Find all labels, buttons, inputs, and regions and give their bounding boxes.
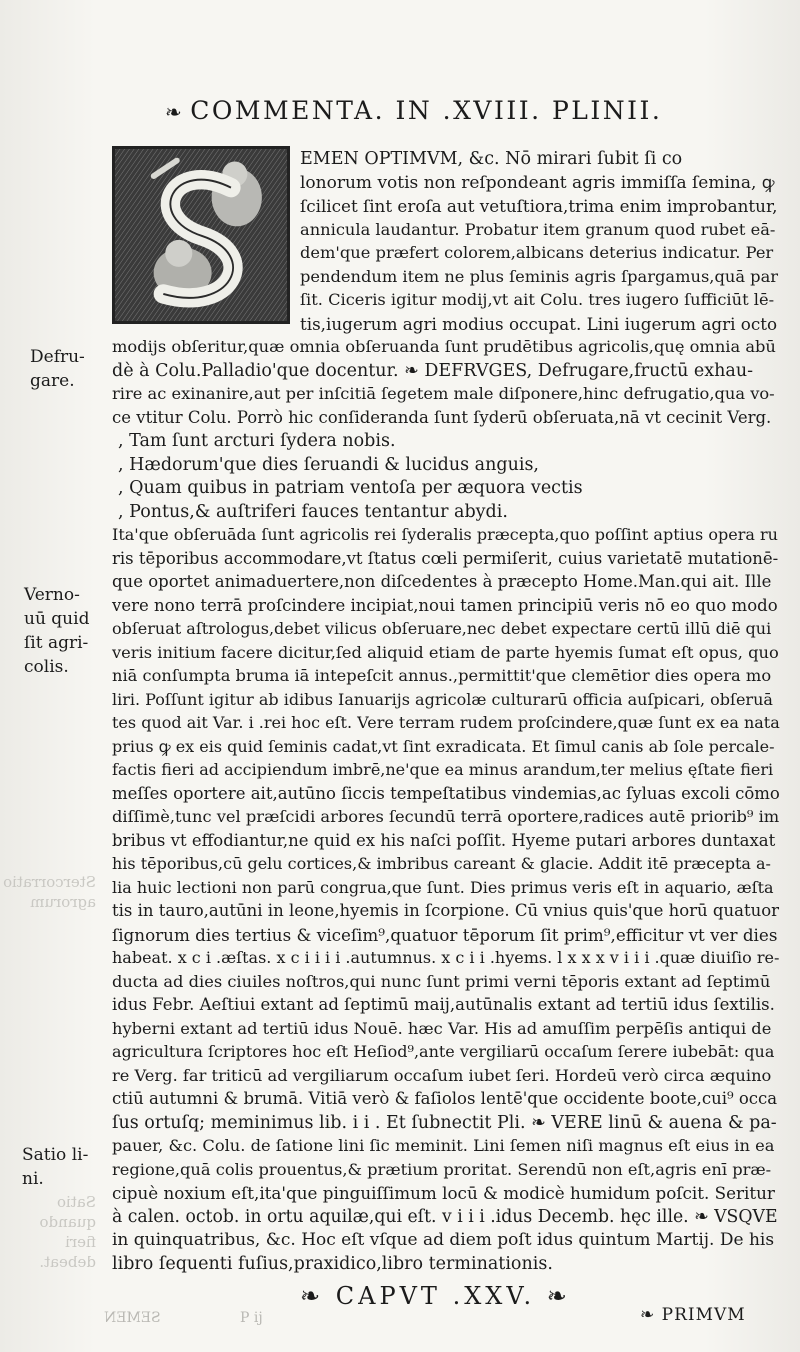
fleuron-catch-icon: ❧: [640, 1305, 656, 1325]
text-line: pauer, &c. Colu. de ſatione lini ſic meminit. Lini ſemen niſi magnus eſt eius in ea: [112, 1136, 775, 1155]
margin-note-satio-lini: Satio li- ni.: [22, 1145, 89, 1189]
text-line: niā conſumpta bruma iā intepeſcit annus.,permittit'que clemētior dies opera mo: [112, 666, 772, 685]
text-line: à calen. octob. in ortu aquilæ,qui eſt. v i i i .idus Decemb. hęc ille. ❧ VSQVE: [112, 1206, 778, 1227]
running-header: [165, 96, 775, 125]
fleuron-icon: ❧: [165, 100, 185, 124]
showthrough-note-b: Satio quando fieri debeat.: [39, 1193, 96, 1271]
text-line: habeat. x c i .æſtas. x c i i i i .autumnus. x c i i .hyems. l x x x v i i i .quæ diuiſio re-: [112, 948, 780, 967]
text-line: veris initium facere dicitur,ſed aliquid etiam de parte hyemis ſumat eſt opus, quo: [112, 642, 779, 662]
chapter-heading: [300, 1282, 571, 1310]
text-line: ſignorum dies tertius & viceſim⁹,quatuor tēporum ſit prim⁹,efficitur vt ver dies: [112, 924, 778, 945]
text-line: liri. Poſſunt igitur ab idibus Ianuarijs agricolæ culturarū officia auſpicari, obſeruā: [112, 689, 773, 709]
text-line: regione,quā colis prouentus,& prætium proritat. Serendū non eſt,agris enī præ-: [112, 1159, 772, 1179]
text-line: bribus vt effodiantur,ne quid ex his naſci poſſit. Hyeme putari arbores duntaxat: [112, 830, 776, 850]
text-line: pendendum item ne plus ſeminis agris ſpargamus,quā par: [300, 266, 779, 286]
fleuron-right-icon: ❧: [546, 1282, 571, 1310]
text-line: lonorum votis non reſpondeant agris immiſſa ſemina, ꝙ: [300, 172, 775, 193]
text-line: in quinquatribus, &c. Hoc eſt vſque ad diem poſt idus quintum Martij. De his: [112, 1230, 775, 1250]
decorated-initial-s: [112, 146, 290, 324]
text-line: ctiū autumni & brumā. Vitiā verò & faſiolos lentē'que occidente boote,cui⁹ occa: [112, 1089, 778, 1108]
text-line: , Tam ſunt arcturi ſydera nobis.: [118, 431, 396, 451]
text-line: his tēporibus,cū gelu cortices,& imbribus careant & glacie. Addit itē præcepta a-: [112, 854, 771, 873]
text-line: agricultura ſcriptores hoc eſt Heſiod⁹,ante vergiliarū occaſum ſerere iubebāt: qua: [112, 1042, 775, 1061]
text-line: factis fieri ad accipiendum imbrē,ne'que ea minus arandum,ter melius ęſtate fieri: [112, 760, 774, 779]
text-line: ſus ortuſq; meminimus lib. i i . Et ſubnectit Pli. ❧ VERE linū & auena & pa-: [112, 1112, 777, 1133]
folio-signature: P ij: [240, 1310, 263, 1326]
text-line: ſcilicet ſint eroſa aut vetuſtiora,trima enim improbantur,: [300, 196, 778, 216]
text-line: dem'que præfert colorem,albicans deterius indicatur. Per: [300, 243, 774, 262]
margin-note-verno: Verno- uū quid ſit agri- colis.: [24, 585, 90, 677]
text-line: lia huic lectioni non parū congrua,que ſunt. Dies primus veris eſt in aquario, æſta: [112, 877, 774, 897]
text-line: obſeruat aſtrologus,debet vilicus obſeruare,nec debet expectare certū illū diē qui: [112, 619, 772, 638]
catchword-text: PRIMVM: [661, 1305, 746, 1325]
text-line: , Pontus,& auſtriferi fauces tentantur abydi.: [118, 501, 508, 522]
text-line: vere nono terrā proſcindere incipiat,noui tamen principiū veris nō eo quo modo: [112, 595, 778, 615]
header-title: COMMENTA. IN .XVIII. PLINII.: [190, 96, 663, 125]
text-line: tes quod ait Var. i .rei hoc eſt. Vere terram rudem proſcindere,quæ ſunt ex ea nata: [112, 713, 780, 732]
text-line: re Verg. far triticū ad vergiliarum occaſum iubet ſeri. Hordeū verò circa æquino: [112, 1065, 772, 1085]
text-line: Ita'que obſeruāda ſunt agricolis rei ſyderalis præcepta,quo poſſint aptius opera ru: [112, 525, 778, 544]
text-line: rire ac exinanire,aut per inſcitiā ſegetem male diſponere,hinc defrugatio,qua vo-: [112, 384, 775, 403]
text-line: ſit. Ciceris igitur modij,vt ait Colu. tres iugero ſufficiūt lē-: [300, 290, 775, 309]
text-line: modijs obſeritur,quæ omnia obſeruanda ſunt prudētibus agricolis,quę omnia abū: [112, 337, 776, 356]
text-line: , Quam quibus in patriam ventoſa per æquora vectis: [118, 478, 583, 498]
text-line: dè à Colu.Palladio'que docentur. ❧ DEFRVGES, Defrugare,fructū exhau-: [112, 360, 754, 381]
text-line: idus Febr. Aeſtiui extant ad ſeptimū maij,autūnalis extant ad tertiū idus ſextilis.: [112, 995, 775, 1014]
text-line: libro ſequenti fuſius,praxidico,libro terminationis.: [112, 1253, 553, 1274]
text-line: ducta ad dies ciuiles noſtros,qui nunc ſunt primi verni tēporis extant ad ſeptimū: [112, 971, 771, 991]
fleuron-left-icon: ❧: [300, 1282, 325, 1310]
text-line: ris tēporibus accommodare,vt ſtatus cœli permiſerit, cuius varietatē mutationē-: [112, 548, 779, 568]
text-line: ce vtitur Colu. Porrò hic conſideranda ſunt ſyderū obſeruata,nā vt cecinit Verg.: [112, 407, 772, 427]
showthrough-note-a: Stercorratio agrorum: [3, 873, 96, 911]
showthrough-signature: SEMEN: [104, 1310, 161, 1326]
text-line: tis in tauro,autūni in leone,hyemis in ſcorpione. Cū vnius quis'que horū quatuor: [112, 901, 780, 920]
chapter-label: CAPVT .XXV.: [335, 1282, 536, 1310]
text-line: annicula laudantur. Probatur item granum quod rubet eā-: [300, 219, 776, 239]
text-line: cipuè noxium eſt,ita'que pinguiſſimum locū & modicè humidum poſcit. Seritur: [112, 1183, 775, 1203]
text-line: hyberni extant ad tertiū idus Nouē. hæc Var. His ad amuſſim perpēſis antiqui de: [112, 1018, 772, 1038]
woodcut-initial-image: [115, 149, 287, 321]
catchword: [640, 1305, 746, 1325]
text-line: que oportet animaduertere,non diſcedentes à præcepto Home.Man.qui ait. Ille: [112, 572, 772, 591]
text-line: diſſimè,tunc vel præſcidi arbores ſecundū terrā oportere,radices autē priorib⁹ im: [112, 807, 780, 826]
text-line: tis,iugerum agri modius occupat. Lini iugerum agri octo: [300, 313, 778, 334]
text-line: meſſes oportere ait,autūno ſiccis tempeſtatibus vindemias,ac ſyluas excoli cōmo: [112, 783, 780, 803]
text-line: , Hædorum'que dies ſeruandi & lucidus anguis,: [118, 454, 539, 475]
margin-note-defrugare: Defru- gare.: [30, 347, 85, 391]
text-line: prius ꝙ ex eis quid ſeminis cadat,vt ſint exradicata. Et ſimul canis ab ſole percale-: [112, 736, 775, 756]
text-line: EMEN OPTIMVM, &c. Nō mirari ſubit ſi co: [300, 149, 683, 169]
